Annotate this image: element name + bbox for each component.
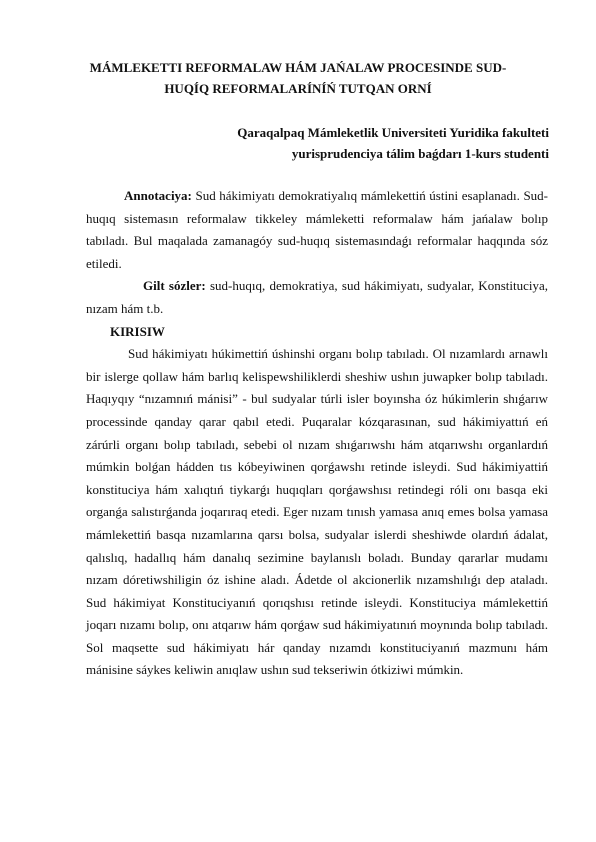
affiliation-line-1: Qaraqalpaq Mámleketlik Universiteti Yuridika fakulteti bbox=[237, 125, 549, 140]
affiliation-line-2: yurisprudenciya tálim baǵdarı 1-kurs studenti bbox=[291, 146, 549, 161]
annotation-paragraph bbox=[86, 185, 548, 275]
annotation-label: Annotaciya: bbox=[124, 188, 192, 203]
title-line-2: HUQÍQ REFORMALARÍNÍŃ TUTQAN ORNÍ bbox=[164, 81, 432, 96]
title-line-1: MÁMLEKETTI REFORMALAW HÁM JAŃALAW PROCESINDE SUD- bbox=[89, 60, 507, 75]
keywords-paragraph bbox=[86, 275, 548, 320]
keywords-label: Gilt sózler: bbox=[143, 278, 206, 294]
article-body bbox=[86, 185, 548, 682]
intro-paragraph: Sud hákimiyatı húkimettiń úshinshi organı bolıp tabıladı. Ol nızamlardı arnawlı bir islerge qollaw hám barlıq kelispewshiliklerdi sheshiw ushın juwapker bolıp tabıladı. Haqıyqıy “nızamnıń mánisi” - bul sudyalar túrli isler boyınsha óz húkimlerin shıǵarıw processinde qanday qarar qabıl etedi. Puqaralar kózqarasınan, sud hákimiyattıń eń zárúrli organı bolıp tabıladı, sebebi ol nızam shıǵarıwshı hám atqarıwshı organlardıń múmkin bolǵan hádden tıs kóbeyiwinen qorǵawshı retinde isleydi. Sud hákimiyattiń konstituciya hám xalıqtıń tiykarǵı huqıqları qorǵawshısı retindegi róli onı basqa eki organǵa salıstırǵanda joqarıraq etedi. Eger nızam tınısh yamasa anıq emes bolsa yamasa mámlekettiń basqa nızamlarına qarsı bolsa, sudyalar islerdi sheshiwde olardıń ádalat, qalıslıq, hadallıq hám danalıq sezimine baylanıslı boladı. Bunday qararlar mudamı nızam dóretiwshiligin óz ishine aladı. Ádetde ol akcionerlik nızamshılıǵı dep ataladı. Sud hákimiyat Konstituciyanıń qorıqshısı retinde isleydi. Konstituciya mámlekettiń joqarı nızamı bolıp, onı atqarıw hám qorǵaw sud hákimiyatınıń moynında bolıp tabıladı. Sol maqsette sud hákimiyatı hár qanday nızamdı konstituciyanıń mazmunı hám mánisine sáykes keliwin anıqlaw ushın sud tekseriwin ótkiziwi múmkin. bbox=[86, 346, 548, 678]
section-heading: KIRISIW bbox=[110, 323, 165, 339]
annotation-text: Sud hákimiyatı demokratiyalıq mámlekettiń ústini esaplanadı. Sud-huqıq sistemasın reformalaw tikkeley mámleketti reformalaw hám jańalaw bolıp tabıladı. Bul maqalada zamanagóy sud-huqıq sistemasındaǵı reformalar haqqında sóz etiledi. bbox=[86, 188, 548, 271]
keywords-text: sud-huqıq, demokratiya, sud hákimiyatı, sudyalar, Konstituciya, nızam hám t.b. bbox=[86, 278, 548, 316]
article-title bbox=[70, 57, 526, 99]
